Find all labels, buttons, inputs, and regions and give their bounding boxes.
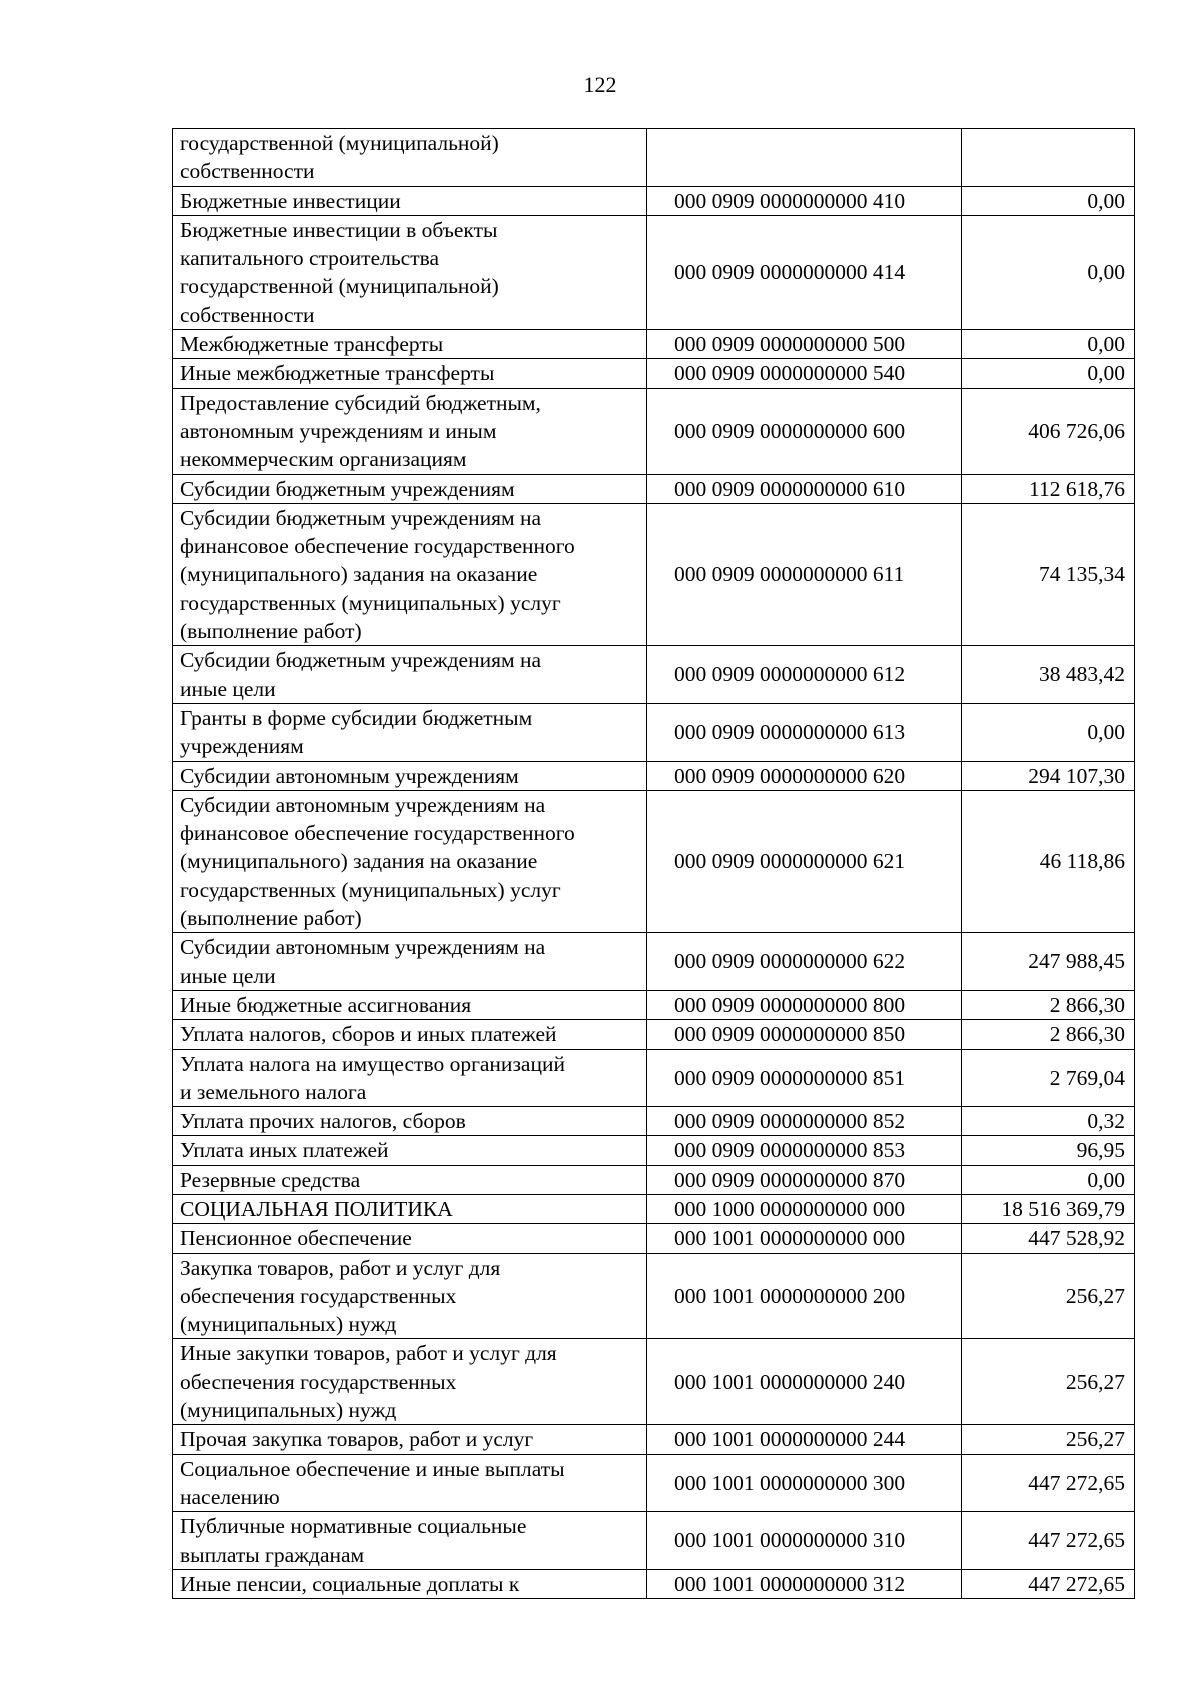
table-row [173,1253,1135,1339]
row-name: Субсидии бюджетным учреждениям на иные цели [173,646,647,704]
table-row [173,1049,1135,1107]
row-name: Уплата прочих налогов, сборов [173,1107,647,1136]
row-name: Субсидии автономным учреждениям [173,761,647,790]
row-code: 000 1001 0000000000 300 [647,1454,962,1512]
row-sum: 0,00 [962,186,1135,215]
row-code: 000 1001 0000000000 000 [647,1224,962,1253]
row-name: Публичные нормативные социальные выплаты гражданам [173,1512,647,1570]
row-sum: 0,00 [962,359,1135,388]
table-row [173,129,1135,187]
row-sum: 0,00 [962,330,1135,359]
row-code: 000 0909 0000000000 500 [647,330,962,359]
row-code: 000 1001 0000000000 244 [647,1425,962,1454]
table-row [173,646,1135,704]
row-sum: 0,00 [962,703,1135,761]
table-row [173,1569,1135,1598]
row-code: 000 1001 0000000000 310 [647,1512,962,1570]
row-sum: 96,95 [962,1136,1135,1165]
row-sum: 0,00 [962,215,1135,329]
row-sum: 447 272,65 [962,1569,1135,1598]
row-sum: 2 866,30 [962,990,1135,1019]
row-name: Субсидии бюджетным учреждениям [173,474,647,503]
row-name: Уплата иных платежей [173,1136,647,1165]
row-code: 000 0909 0000000000 853 [647,1136,962,1165]
row-code: 000 1001 0000000000 312 [647,1569,962,1598]
row-code: 000 0909 0000000000 852 [647,1107,962,1136]
row-code [647,129,962,187]
row-code: 000 0909 0000000000 620 [647,761,962,790]
row-name: Бюджетные инвестиции в объекты капитального строительства государственной (муниципальной) собственности [173,215,647,329]
table-row [173,790,1135,932]
row-name: Иные бюджетные ассигнования [173,990,647,1019]
table-row [173,1136,1135,1165]
row-code: 000 0909 0000000000 850 [647,1020,962,1049]
table-row [173,1339,1135,1425]
row-sum: 256,27 [962,1339,1135,1425]
table-row [173,388,1135,474]
row-code: 000 1000 0000000000 000 [647,1194,962,1223]
row-sum: 447 272,65 [962,1512,1135,1570]
table-row [173,1194,1135,1223]
row-name: Гранты в форме субсидии бюджетным учреждениям [173,703,647,761]
row-name: Уплата налогов, сборов и иных платежей [173,1020,647,1049]
row-code: 000 0909 0000000000 410 [647,186,962,215]
row-code: 000 0909 0000000000 621 [647,790,962,932]
row-sum: 256,27 [962,1253,1135,1339]
row-code: 000 0909 0000000000 613 [647,703,962,761]
row-sum [962,129,1135,187]
row-sum: 112 618,76 [962,474,1135,503]
row-name: Предоставление субсидий бюджетным, автономным учреждениям и иным некоммерческим организациям [173,388,647,474]
row-name: Иные пенсии, социальные доплаты к [173,1569,647,1598]
row-sum: 2 769,04 [962,1049,1135,1107]
row-code: 000 0909 0000000000 414 [647,215,962,329]
row-code: 000 0909 0000000000 610 [647,474,962,503]
budget-table-body [173,129,1135,1599]
table-row [173,761,1135,790]
row-name: Межбюджетные трансферты [173,330,647,359]
table-row [173,1224,1135,1253]
row-name: Социальное обеспечение и иные выплаты населению [173,1454,647,1512]
row-sum: 38 483,42 [962,646,1135,704]
row-sum: 46 118,86 [962,790,1135,932]
table-row [173,359,1135,388]
row-sum: 0,32 [962,1107,1135,1136]
row-sum: 74 135,34 [962,503,1135,645]
row-sum: 294 107,30 [962,761,1135,790]
row-name: Иные закупки товаров, работ и услуг для обеспечения государственных (муниципальных) нужд [173,1339,647,1425]
row-sum: 447 272,65 [962,1454,1135,1512]
table-row [173,1020,1135,1049]
table-row [173,330,1135,359]
row-name: Резервные средства [173,1165,647,1194]
row-code: 000 0909 0000000000 600 [647,388,962,474]
row-sum: 2 866,30 [962,1020,1135,1049]
row-sum: 247 988,45 [962,933,1135,991]
row-code: 000 0909 0000000000 800 [647,990,962,1019]
row-code: 000 1001 0000000000 200 [647,1253,962,1339]
row-name: Иные межбюджетные трансферты [173,359,647,388]
row-name: Закупка товаров, работ и услуг для обеспечения государственных (муниципальных) нужд [173,1253,647,1339]
table-row [173,1425,1135,1454]
row-code: 000 0909 0000000000 540 [647,359,962,388]
row-code: 000 0909 0000000000 611 [647,503,962,645]
row-name: Субсидии автономным учреждениям на финансовое обеспечение государственного (муниципального) задания на оказание государственных (муниципальных) услуг (выполнение работ) [173,790,647,932]
row-sum: 406 726,06 [962,388,1135,474]
row-name: Субсидии бюджетным учреждениям на финансовое обеспечение государственного (муниципального) задания на оказание государственных (муниципальных) услуг (выполнение работ) [173,503,647,645]
table-row [173,1165,1135,1194]
table-row [173,474,1135,503]
row-name: Уплата налога на имущество организаций и земельного налога [173,1049,647,1107]
row-sum: 256,27 [962,1425,1135,1454]
row-code: 000 0909 0000000000 622 [647,933,962,991]
row-name: Пенсионное обеспечение [173,1224,647,1253]
table-row [173,186,1135,215]
row-name: Субсидии автономным учреждениям на иные цели [173,933,647,991]
row-name: СОЦИАЛЬНАЯ ПОЛИТИКА [173,1194,647,1223]
table-row [173,1107,1135,1136]
table-row [173,1512,1135,1570]
table-row [173,1454,1135,1512]
row-sum: 0,00 [962,1165,1135,1194]
row-sum: 447 528,92 [962,1224,1135,1253]
row-code: 000 0909 0000000000 612 [647,646,962,704]
row-code: 000 0909 0000000000 870 [647,1165,962,1194]
page-number: 122 [583,72,617,97]
row-code: 000 1001 0000000000 240 [647,1339,962,1425]
table-row [173,703,1135,761]
row-code: 000 0909 0000000000 851 [647,1049,962,1107]
table-row [173,933,1135,991]
budget-table [172,128,1135,1599]
row-sum: 18 516 369,79 [962,1194,1135,1223]
table-row [173,215,1135,329]
row-name: Прочая закупка товаров, работ и услуг [173,1425,647,1454]
row-name: Бюджетные инвестиции [173,186,647,215]
table-row [173,503,1135,645]
row-name: государственной (муниципальной) собственности [173,129,647,187]
table-row [173,990,1135,1019]
